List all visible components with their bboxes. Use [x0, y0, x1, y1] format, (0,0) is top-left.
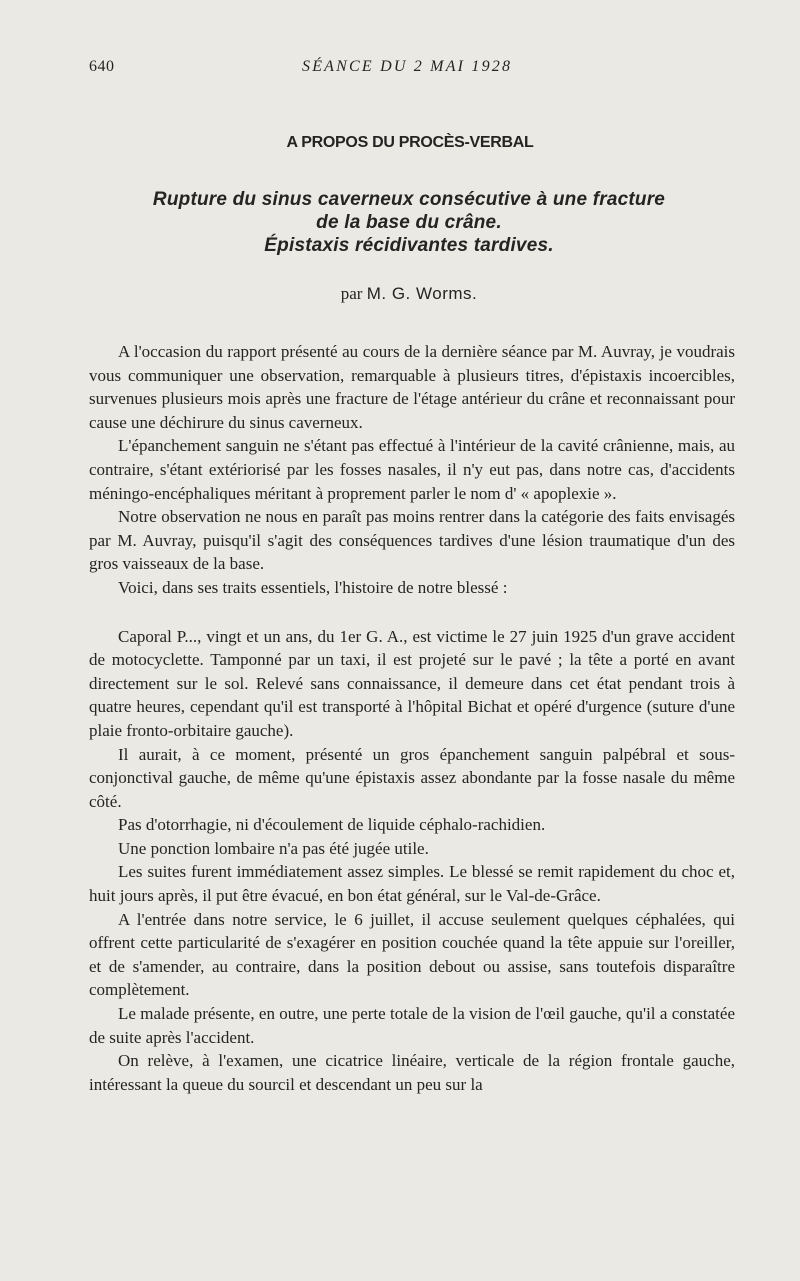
title-line: Épistaxis récidivantes tardives. — [264, 235, 554, 256]
page-number: 640 — [89, 58, 115, 75]
paragraph: A l'occasion du rapport présenté au cours de la dernière séance par M. Auvray, je voudrais vous communiquer une observation, remarquable à plusieurs titres, d'épistaxis incoercibles, survenues plusieurs mois après une fracture de l'étage antérieur du crâne et reconnaissant pour cause une déchirure du sinus caverneux. — [89, 342, 735, 432]
paragraph: Notre observation ne nous en paraît pas moins rentrer dans la catégorie des faits envisagés par M. Auvray, puisqu'il s'agit des conséquences tardives d'une lésion traumatique d'un des gros vaisseaux de la base. — [89, 507, 735, 574]
title-line: Rupture du sinus caverneux consécutive à une fracture — [152, 189, 666, 210]
paragraph: Voici, dans ses traits essentiels, l'histoire de notre blessé : — [118, 577, 508, 597]
section-heading: A PROPOS DU PROCÈS-VERBAL — [286, 134, 534, 151]
paragraph: Les suites furent immédiatement assez simples. Le blessé se remit rapidement du choc et, huit jours après, il put être évacué, en bon état général, sur le Val-de-Grâce. — [89, 862, 735, 906]
header-title: SÉANCE DU 2 MAI 1928 — [302, 58, 513, 75]
paragraph: On relève, à l'examen, une cicatrice linéaire, verticale de la région frontale gauche, intéressant la queue du sourcil et descendant un peu sur la — [89, 1051, 735, 1094]
byline — [0, 284, 800, 304]
paragraph: Une ponction lombaire n'a pas été jugée utile. — [118, 838, 429, 858]
paragraph: Il aurait, à ce moment, présenté un gros épanchement sanguin palpébral et sous-conjonctival gauche, de même qu'une épistaxis assez abondante par la fosse nasale du même côté. — [89, 744, 735, 811]
byline-prefix: par — [340, 284, 363, 303]
article-body — [89, 340, 735, 1096]
article-title — [0, 188, 800, 257]
paragraph: Le malade présente, en outre, une perte totale de la vision de l'œil gauche, qu'il a constatée de suite après l'accident. — [89, 1004, 735, 1047]
byline-author: M. G. Worms. — [366, 284, 478, 303]
running-header — [0, 58, 800, 82]
paragraph: L'épanchement sanguin ne s'étant pas effectué à l'intérieur de la cavité crânienne, mais, au contraire, s'étant extériorisé par les fosses nasales, il n'y eut pas, dans notre cas, d'accidents méningo-encéphaliques méritant à proprement parler le nom d' « apoplexie ». — [89, 436, 735, 503]
paragraph: Caporal P..., vingt et un ans, du 1er G. A., est victime le 27 juin 1925 d'un grave accident de motocyclette. Tamponné par un taxi, il est projeté sur le pavé ; la tête a porté en avant directement sur le sol. Relevé sans connaissance, il demeure dans cet état pendant trois à quatre heures, cependant qu'il est transporté à l'hôpital Bichat et opéré d'urgence (suture d'une plaie fronto-orbitaire gauche). — [89, 626, 735, 740]
title-line: de la base du crâne. — [316, 212, 502, 233]
paragraph: A l'entrée dans notre service, le 6 juillet, il accuse seulement quelques céphalées, qui offrent cette particularité de s'exagérer en position couchée quand la tête appuie sur l'oreiller, et de s'amender, au contraire, dans la position debout ou assise, sans toutefois disparaître complètement. — [89, 909, 735, 1000]
paragraph: Pas d'otorrhagie, ni d'écoulement de liquide céphalo-rachidien. — [118, 815, 546, 835]
